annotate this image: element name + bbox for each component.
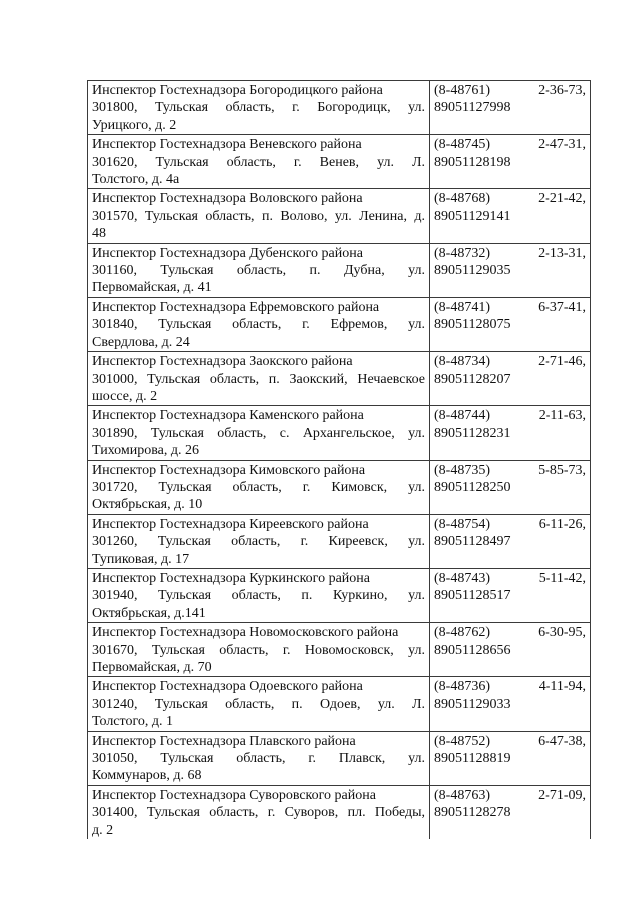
table-row (88, 406, 591, 460)
inspector-address-cell (88, 677, 430, 731)
mobile-phone: 89051128231 (434, 425, 511, 441)
address-line-end: Урицкого, д. 2 (92, 117, 177, 133)
inspector-title: Инспектор Гостехнадзора Суворовского района (92, 787, 376, 803)
area-code: (8-48752) (434, 733, 490, 749)
local-number: 6-47-38, (538, 733, 586, 749)
inspector-title: Инспектор Гостехнадзора Одоевского района (92, 679, 363, 695)
landline-phone (434, 136, 586, 153)
mobile-phone: 89051128198 (434, 154, 511, 170)
address-line-end: Тупиковая, д. 17 (92, 551, 190, 567)
address-line-end: Октябрьская, д.141 (92, 605, 206, 621)
inspector-address-cell (88, 514, 430, 568)
table-row (88, 189, 591, 243)
phone-cell (430, 677, 591, 731)
inspector-address-cell (88, 297, 430, 351)
phone-cell (430, 81, 591, 135)
table-row (88, 297, 591, 351)
address-line: 301620, Тульская область, г. Венев, ул. Л. (92, 154, 425, 170)
inspector-address-cell (88, 352, 430, 406)
mobile-phone: 89051128819 (434, 751, 511, 767)
landline-phone (434, 299, 586, 316)
landline-phone (434, 82, 586, 99)
inspector-address-cell (88, 623, 430, 677)
mobile-phone: 89051128517 (434, 588, 511, 604)
address-line-end: Коммунаров, д. 68 (92, 768, 202, 784)
phone-cell (430, 189, 591, 243)
landline-phone (434, 462, 586, 479)
local-number: 2-71-09, (538, 787, 586, 803)
local-number: 2-71-46, (538, 354, 586, 370)
phone-cell (430, 623, 591, 677)
address-line: 301400, Тульская область, г. Суворов, пл. Победы, (92, 805, 425, 821)
address-line: 301800, Тульская область, г. Богородицк, ул. (92, 100, 425, 116)
address-line-end: Первомайская, д. 41 (92, 280, 212, 296)
mobile-phone: 89051128656 (434, 642, 511, 658)
local-number: 2-36-73, (538, 83, 586, 98)
local-number: 6-30-95, (538, 625, 586, 641)
mobile-phone: 89051128207 (434, 371, 511, 387)
landline-phone (434, 733, 586, 750)
area-code: (8-48763) (434, 787, 490, 803)
inspector-address-cell (88, 135, 430, 189)
local-number: 5-85-73, (538, 462, 586, 478)
address-line: 301720, Тульская область, г. Кимовск, ул. (92, 479, 425, 495)
inspector-address-cell (88, 731, 430, 785)
inspector-title: Инспектор Гостехнадзора Богородицкого района (92, 83, 383, 98)
local-number: 2-13-31, (538, 245, 586, 261)
area-code: (8-48741) (434, 299, 490, 315)
landline-phone (434, 787, 586, 804)
local-number: 6-37-41, (538, 299, 586, 315)
landline-phone (434, 245, 586, 262)
contacts-sheet (87, 80, 590, 839)
address-line-end: Толстого, д. 1 (92, 714, 173, 730)
area-code: (8-48768) (434, 191, 490, 207)
inspector-address-cell (88, 243, 430, 297)
landline-phone (434, 407, 586, 424)
address-line-end: шоссе, д. 2 (92, 388, 158, 404)
mobile-phone: 89051128075 (434, 317, 511, 333)
table-row (88, 731, 591, 785)
landline-phone (434, 353, 586, 370)
phone-cell (430, 297, 591, 351)
mobile-phone: 89051128278 (434, 805, 511, 821)
local-number: 4-11-94, (538, 679, 586, 695)
landline-phone (434, 190, 586, 207)
address-line-end: Тихомирова, д. 26 (92, 443, 200, 459)
mobile-phone: 89051128497 (434, 534, 511, 550)
area-code: (8-48734) (434, 354, 490, 370)
inspector-title: Инспектор Гостехнадзора Заокского района (92, 354, 353, 370)
phone-cell (430, 406, 591, 460)
phone-cell (430, 460, 591, 514)
address-line-end: Первомайская, д. 70 (92, 660, 212, 675)
area-code: (8-48744) (434, 408, 490, 424)
inspector-title: Инспектор Гостехнадзора Веневского района (92, 137, 362, 153)
contacts-table-body (88, 81, 591, 840)
area-code: (8-48736) (434, 679, 490, 695)
table-row (88, 135, 591, 189)
address-line-end: Октябрьская, д. 10 (92, 497, 203, 513)
mobile-phone: 89051128250 (434, 479, 511, 495)
address-line-end: Свердлова, д. 24 (92, 334, 190, 350)
mobile-phone: 89051129035 (434, 263, 511, 279)
mobile-phone: 89051129033 (434, 696, 511, 712)
address-line: 301840, Тульская область, г. Ефремов, ул. (92, 317, 425, 333)
area-code: (8-48732) (434, 245, 490, 261)
address-line: 301050, Тульская область, г. Плавск, ул. (92, 751, 425, 767)
address-line: 301670, Тульская область, г. Новомосковск, ул. (92, 642, 425, 658)
table-row (88, 243, 591, 297)
inspector-address-cell (88, 785, 430, 839)
inspector-title: Инспектор Гостехнадзора Воловского района (92, 191, 363, 207)
inspector-contacts-table (87, 80, 591, 839)
address-line: 301240, Тульская область, п. Одоев, ул. Л. (92, 696, 425, 712)
inspector-title: Инспектор Гостехнадзора Кимовского района (92, 462, 366, 478)
inspector-title: Инспектор Гостехнадзора Куркинского района (92, 570, 370, 586)
table-row (88, 460, 591, 514)
inspector-address-cell (88, 189, 430, 243)
area-code: (8-48762) (434, 625, 490, 641)
table-row (88, 623, 591, 677)
address-line-end: д. 2 (92, 822, 114, 838)
table-row (88, 568, 591, 622)
area-code: (8-48761) (434, 83, 490, 98)
phone-cell (430, 352, 591, 406)
table-row (88, 677, 591, 731)
address-line-end: Толстого, д. 4а (92, 172, 180, 188)
mobile-phone: 89051129141 (434, 208, 511, 224)
area-code: (8-48745) (434, 137, 490, 153)
inspector-title: Инспектор Гостехнадзора Киреевского района (92, 516, 369, 532)
local-number: 5-11-42, (538, 570, 586, 586)
area-code: (8-48754) (434, 516, 490, 532)
table-row (88, 785, 591, 839)
landline-phone (434, 678, 586, 695)
phone-cell (430, 135, 591, 189)
address-line: 301570, Тульская область, п. Волово, ул. Ленина, д. (92, 208, 425, 224)
inspector-title: Инспектор Гостехнадзора Дубенского района (92, 245, 363, 261)
inspector-title: Инспектор Гостехнадзора Ефремовского района (92, 299, 380, 315)
phone-cell (430, 568, 591, 622)
address-line: 301000, Тульская область, п. Заокский, Нечаевское (92, 371, 425, 387)
phone-cell (430, 785, 591, 839)
landline-phone (434, 516, 586, 533)
address-line: 301890, Тульская область, с. Архангельское, ул. (92, 425, 425, 441)
inspector-address-cell (88, 460, 430, 514)
address-line: 301260, Тульская область, г. Киреевск, ул. (92, 534, 425, 550)
inspector-address-cell (88, 406, 430, 460)
inspector-title: Инспектор Гостехнадзора Каменского района (92, 408, 364, 424)
address-line: 301160, Тульская область, п. Дубна, ул. (92, 263, 425, 279)
local-number: 2-21-42, (538, 191, 586, 207)
table-row (88, 352, 591, 406)
inspector-title: Инспектор Гостехнадзора Новомосковского района (92, 625, 399, 641)
inspector-address-cell (88, 568, 430, 622)
inspector-title: Инспектор Гостехнадзора Плавского района (92, 733, 356, 749)
address-line-end: 48 (92, 226, 106, 242)
mobile-phone: 89051127998 (434, 100, 511, 116)
landline-phone (434, 570, 586, 587)
table-row (88, 514, 591, 568)
area-code: (8-48735) (434, 462, 490, 478)
local-number: 2-47-31, (538, 137, 586, 153)
phone-cell (430, 243, 591, 297)
phone-cell (430, 514, 591, 568)
local-number: 6-11-26, (538, 516, 586, 532)
phone-cell (430, 731, 591, 785)
table-row (88, 81, 591, 135)
inspector-address-cell (88, 81, 430, 135)
local-number: 2-11-63, (538, 408, 586, 424)
address-line: 301940, Тульская область, п. Куркино, ул. (92, 588, 425, 604)
area-code: (8-48743) (434, 570, 490, 586)
landline-phone (434, 624, 586, 641)
